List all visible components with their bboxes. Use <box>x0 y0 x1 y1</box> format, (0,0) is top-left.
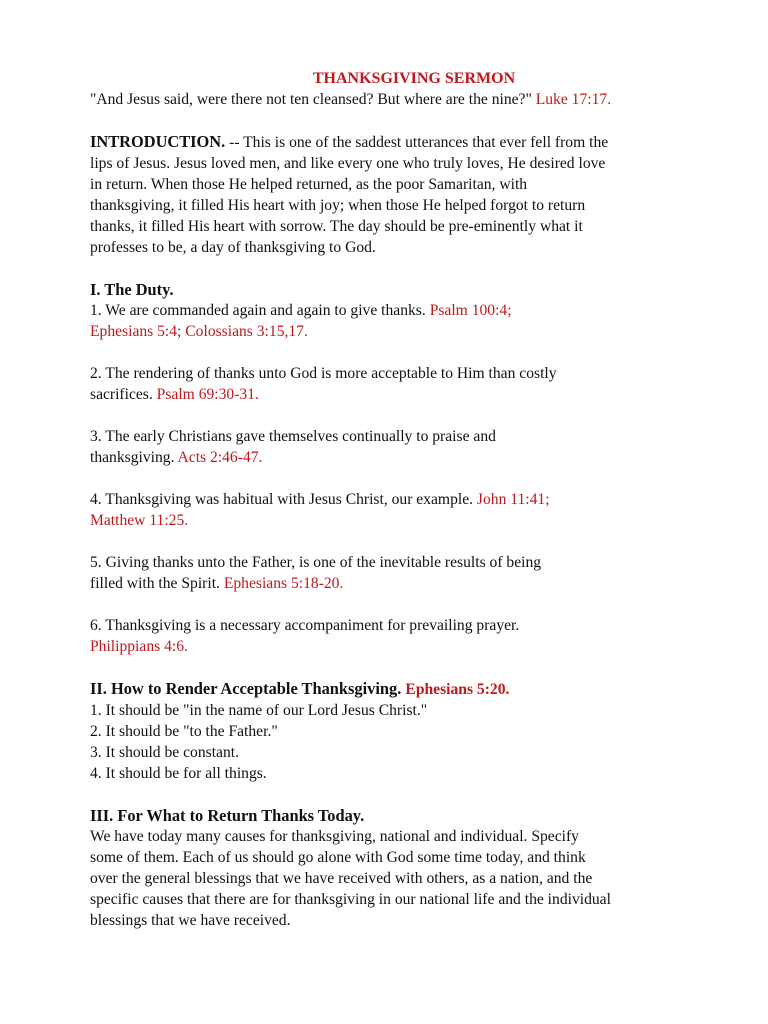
intro-line: thanksgiving, it filled His heart with joy; when those He helped forgot to return <box>90 197 586 214</box>
render-point: 2. It should be "to the Father." <box>90 723 278 740</box>
scripture-reference: Acts 2:46-47. <box>177 449 263 466</box>
paragraph-line: We have today many causes for thanksgiving, national and individual. Specify <box>90 828 579 845</box>
point-text: thanksgiving. <box>90 449 178 466</box>
scripture-reference: Ephesians 5:20. <box>405 681 510 698</box>
intro-line: -- This is one of the saddest utterances that ever fell from the <box>225 134 609 151</box>
paragraph-line: over the general blessings that we have received with others, as a nation, and the <box>90 870 593 887</box>
section-1-heading: I. The Duty. <box>90 280 174 299</box>
point-text: 6. Thanksgiving is a necessary accompaniment for prevailing prayer. <box>90 617 520 634</box>
intro-line: professes to be, a day of thanksgiving to God. <box>90 239 376 256</box>
epigraph <box>90 89 690 110</box>
point-text: 1. We are commanded again and again to give thanks. <box>90 302 430 319</box>
scripture-reference: Matthew 11:25. <box>90 512 189 529</box>
sermon-document <box>90 68 690 931</box>
scripture-reference: John 11:41; <box>476 491 550 508</box>
epigraph-reference: Luke 17:17. <box>535 91 612 108</box>
scripture-reference: Ephesians 5:18-20. <box>223 575 344 592</box>
point-text: 3. The early Christians gave themselves continually to praise and <box>90 428 496 445</box>
intro-line: lips of Jesus. Jesus loved men, and like every one who truly loves, He desired love <box>90 155 606 172</box>
introduction-label: INTRODUCTION. <box>90 132 226 151</box>
point-text: sacrifices. <box>90 386 157 403</box>
section-2-heading <box>90 678 690 700</box>
render-point: 1. It should be "in the name of our Lord Jesus Christ." <box>90 702 428 719</box>
paragraph-line: specific causes that there are for thanksgiving in our national life and the individual <box>90 891 611 908</box>
section-2-heading-text: II. How to Render Acceptable Thanksgiving. <box>90 679 406 698</box>
document-title: THANKSGIVING SERMON <box>312 70 516 87</box>
duty-point-2 <box>90 363 690 405</box>
point-text: 5. Giving thanks unto the Father, is one of the inevitable results of being <box>90 554 542 571</box>
scripture-reference: Psalm 100:4; <box>429 302 512 319</box>
duty-point-4 <box>90 489 690 531</box>
introduction-paragraph <box>90 131 690 258</box>
render-point: 3. It should be constant. <box>90 744 239 761</box>
intro-line: thanks, it filled His heart with sorrow. The day should be pre-eminently what it <box>90 218 583 235</box>
scripture-reference: Ephesians 5:4; Colossians 3:15,17. <box>90 323 308 340</box>
render-point: 4. It should be for all things. <box>90 765 267 782</box>
point-text: 2. The rendering of thanks unto God is more acceptable to Him than costly <box>90 365 557 382</box>
point-text: filled with the Spirit. <box>90 575 224 592</box>
duty-point-6 <box>90 615 690 657</box>
duty-point-1 <box>90 300 690 342</box>
section-3-heading: III. For What to Return Thanks Today. <box>90 806 365 825</box>
paragraph-line: blessings that we have received. <box>90 912 291 929</box>
section-3-paragraph <box>90 826 690 931</box>
point-text: 4. Thanksgiving was habitual with Jesus Christ, our example. <box>90 491 477 508</box>
epigraph-quote: "And Jesus said, were there not ten cleansed? But where are the nine?" <box>90 91 532 108</box>
scripture-reference: Philippians 4:6. <box>90 638 188 655</box>
intro-line: in return. When those He helped returned, as the poor Samaritan, with <box>90 176 528 193</box>
scripture-reference: Psalm 69:30-31. <box>156 386 259 403</box>
paragraph-line: some of them. Each of us should go alone with God some time today, and think <box>90 849 586 866</box>
duty-point-3 <box>90 426 690 468</box>
duty-point-5 <box>90 552 690 594</box>
